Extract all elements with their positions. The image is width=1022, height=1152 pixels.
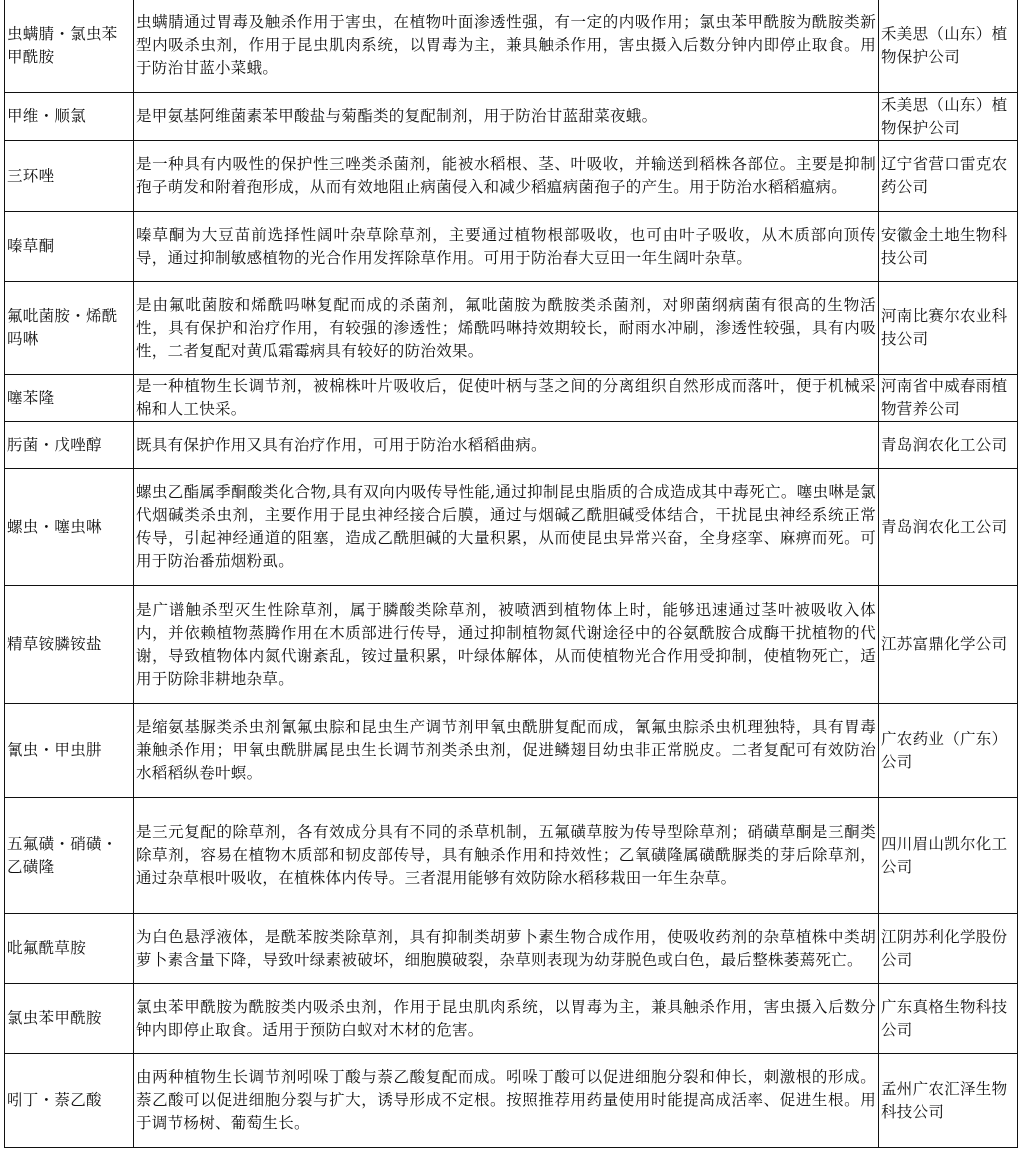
table-row	[5, 1054, 1018, 1148]
company-cell: 青岛润农化工公司	[879, 469, 1018, 586]
description-cell: 是三元复配的除草剂，各有效成分具有不同的杀草机制，五氟磺草胺为传导型除草剂；硝磺草酮是三酮类除草剂，容易在植物木质部和韧皮部传导，具有触杀作用和持效性；乙氧磺隆属磺酰脲类的芽后除草剂，通过杂草根叶吸收，在植株体内传导。三者混用能够有效防除水稻移栽田一年生杂草。	[134, 798, 879, 914]
company-cell: 河南省中威春雨植物营养公司	[879, 375, 1018, 422]
description-cell: 是甲氨基阿维菌素苯甲酸盐与菊酯类的复配制剂，用于防治甘蓝甜菜夜蛾。	[134, 93, 879, 141]
company-cell: 青岛润农化工公司	[879, 422, 1018, 469]
table-row	[5, 704, 1018, 798]
company-cell: 辽宁省营口雷克农药公司	[879, 141, 1018, 212]
product-name-cell: 噻苯隆	[5, 375, 134, 422]
table-row	[5, 422, 1018, 469]
table-row	[5, 141, 1018, 212]
table-row	[5, 798, 1018, 914]
description-cell: 螺虫乙酯属季酮酸类化合物,具有双向内吸传导性能,通过抑制昆虫脂质的合成造成其中毒死亡。噻虫啉是氯代烟碱类杀虫剂，主要作用于昆虫神经接合后膜，通过与烟碱乙酰胆碱受体结合，干扰昆虫神经系统正常传导，引起神经通道的阻塞，造成乙酰胆碱的大量积累，从而使昆虫异常兴奋，全身痉挛、麻痹而死。可用于防治番茄烟粉虱。	[134, 469, 879, 586]
description-cell: 既具有保护作用又具有治疗作用，可用于防治水稻稻曲病。	[134, 422, 879, 469]
table-row	[5, 93, 1018, 141]
product-name-cell: 氰虫・甲虫肼	[5, 704, 134, 798]
product-name-cell: 吡氟酰草胺	[5, 914, 134, 984]
description-cell: 由两种植物生长调节剂吲哚丁酸与萘乙酸复配而成。吲哚丁酸可以促进细胞分裂和伸长，刺激根的形成。萘乙酸可以促进细胞分裂与扩大，诱导形成不定根。按照推荐用药量使用时能提高成活率、促进生根。用于调节杨树、葡萄生长。	[134, 1054, 879, 1148]
description-cell: 是缩氨基脲类杀虫剂氰氟虫腙和昆虫生产调节剂甲氧虫酰肼复配而成，氰氟虫腙杀虫机理独特，具有胃毒兼触杀作用；甲氧虫酰肼属昆虫生长调节剂类杀虫剂，促进鳞翅目幼虫非正常脱皮。二者复配可有效防治水稻稻纵卷叶螟。	[134, 704, 879, 798]
description-cell: 虫螨腈通过胃毒及触杀作用于害虫，在植物叶面渗透性强，有一定的内吸作用；氯虫苯甲酰胺为酰胺类新型内吸杀虫剂，作用于昆虫肌肉系统，以胃毒为主，兼具触杀作用，害虫摄入后数分钟内即停止取食。用于防治甘蓝小菜蛾。	[134, 0, 879, 93]
company-cell: 安徽金土地生物科技公司	[879, 212, 1018, 282]
company-cell: 江阴苏利化学股份公司	[879, 914, 1018, 984]
table-row	[5, 586, 1018, 704]
description-cell: 是广谱触杀型灭生性除草剂，属于膦酸类除草剂，被喷洒到植物体上时，能够迅速通过茎叶被吸收入体内，并依赖植物蒸腾作用在木质部进行传导，通过抑制植物氮代谢途径中的谷氨酰胺合成酶干扰植物的代谢，导致植物体内氮代谢紊乱，铵过量积累，叶绿体解体，从而使植物光合作用受抑制，使植物死亡，适用于防除非耕地杂草。	[134, 586, 879, 704]
table-row	[5, 282, 1018, 375]
company-cell: 孟州广农汇泽生物科技公司	[879, 1054, 1018, 1148]
company-cell: 禾美思（山东）植物保护公司	[879, 93, 1018, 141]
description-cell: 为白色悬浮液体，是酰苯胺类除草剂，具有抑制类胡萝卜素生物合成作用，使吸收药剂的杂草植株中类胡萝卜素含量下降，导致叶绿素被破坏，细胞膜破裂，杂草则表现为幼芽脱色或白色，最后整株萎蔫死亡。	[134, 914, 879, 984]
description-cell: 是一种植物生长调节剂，被棉株叶片吸收后，促使叶柄与茎之间的分离组织自然形成而落叶，便于机械采棉和人工快采。	[134, 375, 879, 422]
company-cell: 河南比赛尔农业科技公司	[879, 282, 1018, 375]
description-cell: 氯虫苯甲酰胺为酰胺类内吸杀虫剂，作用于昆虫肌肉系统，以胃毒为主，兼具触杀作用，害虫摄入后数分钟内即停止取食。适用于预防白蚁对木材的危害。	[134, 984, 879, 1054]
table-row	[5, 375, 1018, 422]
product-name-cell: 氯虫苯甲酰胺	[5, 984, 134, 1054]
product-name-cell: 嗪草酮	[5, 212, 134, 282]
pesticide-table	[4, 0, 1018, 1148]
company-cell: 江苏富鼎化学公司	[879, 586, 1018, 704]
table-row	[5, 914, 1018, 984]
company-cell: 广农药业（广东）公司	[879, 704, 1018, 798]
company-cell: 四川眉山凯尔化工公司	[879, 798, 1018, 914]
product-name-cell: 肟菌・戊唑醇	[5, 422, 134, 469]
product-name-cell: 三环唑	[5, 141, 134, 212]
product-name-cell: 螺虫・噻虫啉	[5, 469, 134, 586]
product-name-cell: 氟吡菌胺・烯酰吗啉	[5, 282, 134, 375]
product-name-cell: 甲维・顺氯	[5, 93, 134, 141]
product-name-cell: 精草铵膦铵盐	[5, 586, 134, 704]
company-cell: 禾美思（山东）植物保护公司	[879, 0, 1018, 93]
table-row	[5, 0, 1018, 93]
product-name-cell: 吲丁・萘乙酸	[5, 1054, 134, 1148]
company-cell: 广东真格生物科技公司	[879, 984, 1018, 1054]
description-cell: 是一种具有内吸性的保护性三唑类杀菌剂，能被水稻根、茎、叶吸收，并输送到稻株各部位。主要是抑制孢子萌发和附着孢形成，从而有效地阻止病菌侵入和减少稻瘟病菌孢子的产生。用于防治水稻稻瘟病。	[134, 141, 879, 212]
description-cell: 是由氟吡菌胺和烯酰吗啉复配而成的杀菌剂，氟吡菌胺为酰胺类杀菌剂，对卵菌纲病菌有很高的生物活性，具有保护和治疗作用，有较强的渗透性；烯酰吗啉持效期较长，耐雨水冲刷，渗透性较强，具有内吸性，二者复配对黄瓜霜霉病具有较好的防治效果。	[134, 282, 879, 375]
table-row	[5, 984, 1018, 1054]
description-cell: 嗪草酮为大豆苗前选择性阔叶杂草除草剂，主要通过植物根部吸收，也可由叶子吸收，从木质部向顶传导，通过抑制敏感植物的光合作用发挥除草作用。可用于防治春大豆田一年生阔叶杂草。	[134, 212, 879, 282]
table-row	[5, 469, 1018, 586]
table-row	[5, 212, 1018, 282]
product-name-cell: 虫螨腈・氯虫苯甲酰胺	[5, 0, 134, 93]
product-name-cell: 五氟磺・硝磺・乙磺隆	[5, 798, 134, 914]
